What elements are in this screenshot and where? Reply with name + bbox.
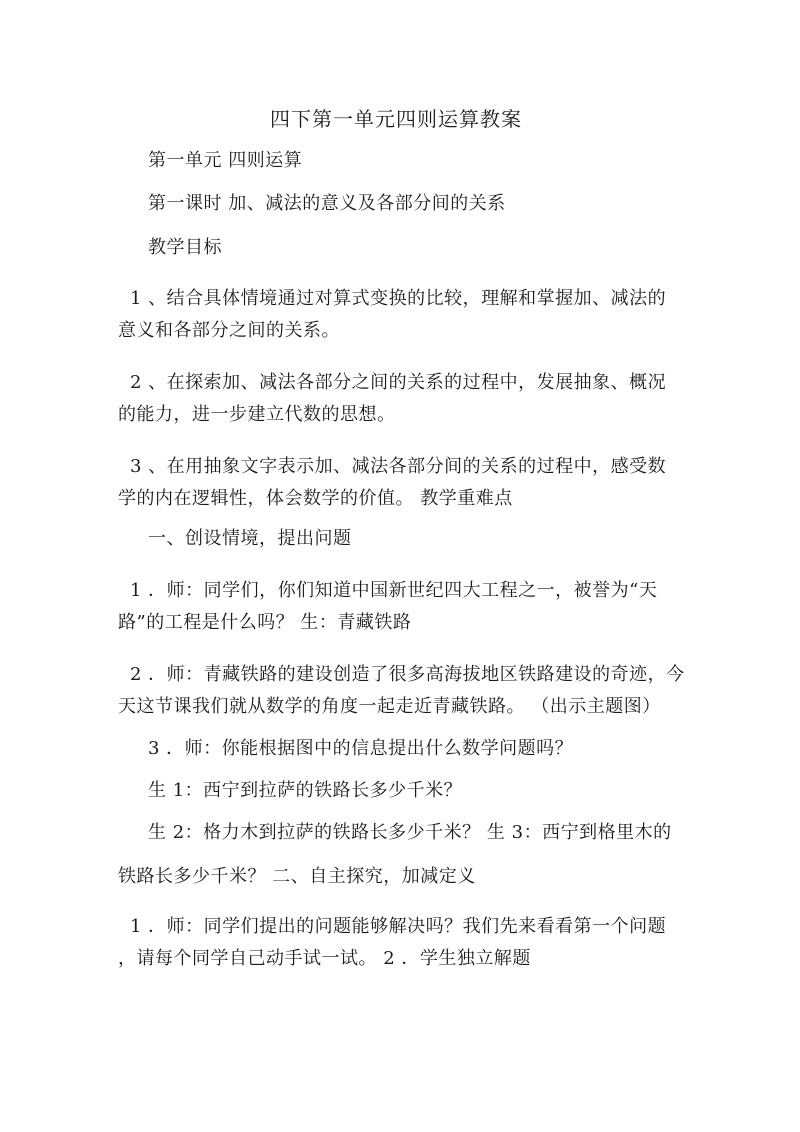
objective-3-line-2: 学的内在逻辑性，体会数学的价值。 教学重难点	[118, 488, 513, 509]
step-2-line-1: 2 ．师：青藏铁路的建设创造了很多高海拔地区铁路建设的奇迹，今	[130, 664, 685, 685]
student-1-question: 生 1：西宁到拉萨的铁路长多少千米？	[148, 780, 463, 801]
step-3-line: 3 ．师：你能根据图中的信息提出什么数学问题吗？	[148, 738, 574, 759]
lesson-heading: 第一课时 加、减法的意义及各部分间的关系	[148, 193, 506, 214]
unit-heading: 第一单元 四则运算	[148, 150, 303, 171]
objective-1-line-2: 意义和各部分之间的关系。	[118, 320, 340, 341]
objective-3-line-1: 3 、在用抽象文字表示加、减法各部分间的关系的过程中，感受数	[130, 456, 667, 477]
step-2-line-2: 天这节课我们就从数学的角度一起走近青藏铁路。 （出示主题图）	[118, 696, 661, 717]
objective-1-line-1: 1 、结合具体情境通过对算式变换的比较，理解和掌握加、减法的	[130, 288, 667, 309]
objectives-heading: 教学目标	[148, 237, 222, 258]
section-2-step-1-line-1: 1 ．师：同学们提出的问题能够解决吗？我们先来看看第一个问题	[130, 916, 667, 937]
step-1-line-2: 路”的工程是什么吗？ 生：青藏铁路	[118, 612, 412, 633]
student-3-continued-and-section-2: 铁路长多少千米？ 二、自主探究，加减定义	[118, 866, 476, 887]
student-2-3-questions: 生 2：格力木到拉萨的铁路长多少千米？ 生 3：西宁到格里木的	[148, 822, 672, 843]
section-1-heading: 一、创设情境，提出问题	[148, 528, 352, 549]
step-1-line-1: 1 ．师：同学们，你们知道中国新世纪四大工程之一，被誉为“天	[130, 580, 658, 601]
document-title: 四下第一单元四则运算教案	[270, 107, 522, 131]
objective-2-line-1: 2 、在探索加、减法各部分之间的关系的过程中，发展抽象、概况	[130, 372, 667, 393]
objective-2-line-2: 的能力，进一步建立代数的思想。	[118, 404, 396, 425]
section-2-step-1-line-2: ，请每个同学自己动手试一试。 2 ．学生独立解题	[118, 948, 531, 969]
